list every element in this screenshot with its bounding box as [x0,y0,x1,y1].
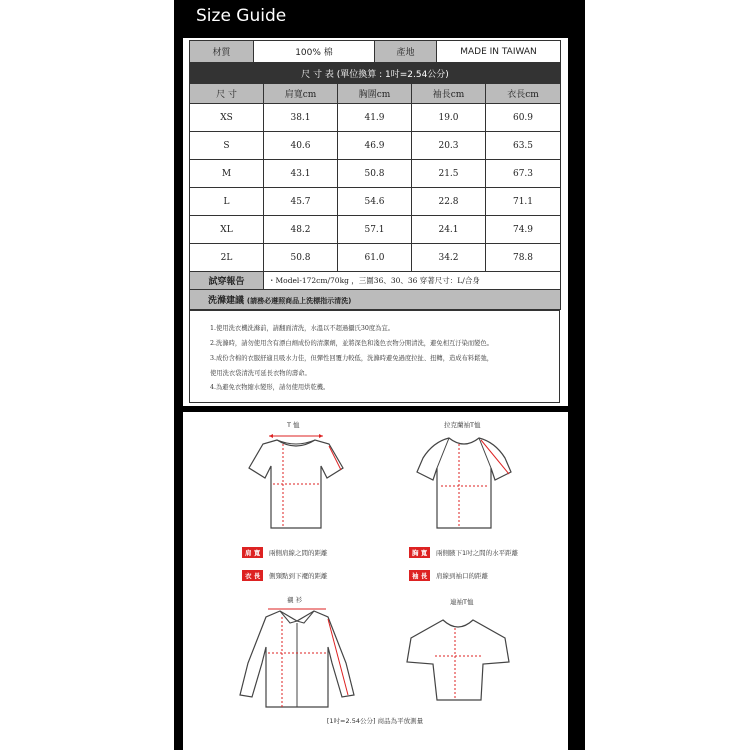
value-cell: 21.5 [412,160,486,188]
care-line: 使用洗衣袋清洗可延長衣物的壽命。 [210,370,311,377]
header-cell: 袖長cm [412,84,486,104]
size-cell: XS [190,104,264,132]
size-cell: S [190,132,264,160]
value-cell: 38.1 [264,104,338,132]
value-cell: 20.3 [412,132,486,160]
legend-desc: 兩側腋下1吋之間的水平距離 [436,549,519,557]
raglan-title: 拉克蘭袖T恤 [444,421,481,429]
table-row [190,104,561,132]
value-cell: 50.8 [338,160,412,188]
value-cell: 50.8 [264,244,338,272]
dolman-title: 連袖T恤 [450,598,474,606]
value-cell: 61.0 [338,244,412,272]
legend-tag: 袖 長 [409,570,430,581]
value-cell: 46.9 [338,132,412,160]
header-cell: 尺 寸 [190,84,264,104]
fitting-value: ・Model-172cm/70kg ，三圍36、30、36 穿著尺寸：L/合身 [264,272,561,290]
value-cell: 43.1 [264,160,338,188]
origin-label: 產地 [375,41,437,63]
legend-tag: 肩 寬 [242,547,263,558]
table-row [190,216,561,244]
table-row [190,244,561,272]
care-line: 4.為避免衣物縮水變形，請勿使用烘乾機。 [210,384,330,391]
shirt-diagram [232,603,362,711]
care-line: 1.使用洗衣機洗滌前，請翻面清洗，水溫以不超過攝氏30度為宜。 [210,325,395,332]
care-title: 洗滌建議 [208,296,245,306]
material-value: 100% 棉 [254,41,375,63]
fitting-label: 試穿報告 [190,272,264,290]
table-row [190,188,561,216]
footnote: [1吋=2.54公分] 商品為平放測量 [326,717,424,725]
value-cell: 57.1 [338,216,412,244]
value-cell: 40.6 [264,132,338,160]
table-row [190,132,561,160]
tshirt-diagram [245,428,345,533]
shirt-title: 襯 衫 [287,596,303,604]
size-cell: M [190,160,264,188]
value-cell: 63.5 [486,132,561,160]
value-cell: 60.9 [486,104,561,132]
size-cell: 2L [190,244,264,272]
value-cell: 74.9 [486,216,561,244]
value-cell: 41.9 [338,104,412,132]
origin-value: MADE IN TAIWAN [437,41,561,63]
value-cell: 34.2 [412,244,486,272]
legend-tag: 胸 寬 [409,547,430,558]
table-row [190,160,561,188]
value-cell: 67.3 [486,160,561,188]
size-cell: XL [190,216,264,244]
fitting-report [189,271,561,310]
value-cell: 71.1 [486,188,561,216]
care-header [190,290,561,310]
legend-tag: 衣 長 [242,570,263,581]
tshirt-title: T 恤 [287,421,300,429]
care-line: 3.成份含棉的衣服舒適且吸水力佳，但彈性回覆力較低，洗滌時避免過度拉扯、扭轉，造成布料鬆弛， [210,355,494,362]
size-table-header [190,84,561,104]
value-cell: 19.0 [412,104,486,132]
material-label: 材質 [190,41,254,63]
legend-desc: 兩側肩線之間的距離 [269,549,328,557]
value-cell: 78.8 [486,244,561,272]
raglan-diagram [413,428,513,533]
care-line: 2.洗滌時，請勿使用含有漂白劑成份的清潔劑，並將深色和淺色衣物分開清洗，避免相互汙染而變色。 [210,340,494,347]
care-subtitle: (請務必遵照商品上洗標指示清洗) [246,297,352,305]
value-cell: 24.1 [412,216,486,244]
header-cell: 衣長cm [486,84,561,104]
size-table [189,40,561,63]
legend-desc: 肩線到袖口的距離 [436,572,488,580]
size-cell: L [190,188,264,216]
value-cell: 45.7 [264,188,338,216]
value-cell: 48.2 [264,216,338,244]
value-cell: 22.8 [412,188,486,216]
header-cell: 胸圍cm [338,84,412,104]
page-title: Size Guide [196,6,287,26]
value-cell: 54.6 [338,188,412,216]
header-cell: 肩寬cm [264,84,338,104]
dolman-diagram [403,608,513,708]
legend-desc: 側頸點到下襬的距離 [269,572,328,580]
size-table-caption: 尺 寸 表 (單位換算 : 1吋=2.54公分) [190,64,561,84]
size-chart [189,63,561,272]
